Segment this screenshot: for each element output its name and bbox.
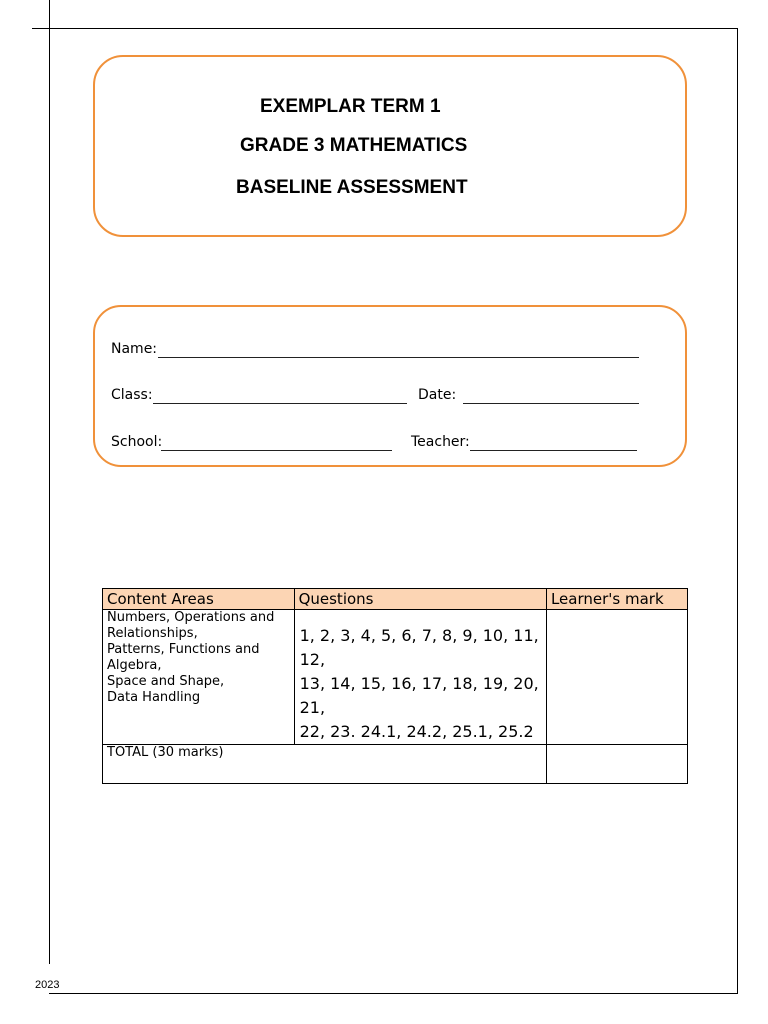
name-label: Name:	[111, 341, 158, 357]
page-border-left	[49, 0, 50, 964]
footer-year: 2023	[35, 979, 60, 991]
header-learners-mark: Learner's mark	[546, 589, 687, 610]
table-header-row	[103, 589, 688, 610]
header-content-areas: Content Areas	[103, 589, 295, 610]
class-label: Class:	[111, 387, 153, 403]
date-field[interactable]	[463, 403, 639, 404]
learner-info-box	[93, 305, 687, 467]
questions-line: 1, 2, 3, 4, 5, 6, 7, 8, 9, 10, 11, 12,	[299, 626, 539, 669]
content-area-line: Data Handling	[107, 690, 201, 705]
table-row	[103, 610, 688, 745]
questions-line: 13, 14, 15, 16, 17, 18, 19, 20, 21,	[299, 674, 539, 717]
content-area-line: Patterns, Functions and	[107, 642, 260, 657]
page-border-right	[737, 28, 738, 994]
title-line-3: BASELINE ASSESSMENT	[236, 177, 468, 198]
content-area-line: Relationships,	[107, 626, 198, 641]
name-field[interactable]	[158, 357, 639, 358]
questions-line: 22, 23. 24.1, 24.2, 25.1, 25.2	[299, 722, 534, 741]
learner-mark-cell[interactable]	[546, 610, 687, 745]
page-border-top	[32, 28, 738, 29]
date-label: Date:	[418, 387, 457, 403]
questions-cell	[294, 610, 546, 745]
total-label-cell: TOTAL (30 marks)	[103, 745, 547, 784]
class-field[interactable]	[153, 403, 407, 404]
teacher-label: Teacher:	[411, 434, 470, 450]
table-total-row	[103, 745, 688, 784]
header-questions: Questions	[294, 589, 546, 610]
marks-table	[102, 588, 688, 784]
teacher-field[interactable]	[470, 450, 637, 451]
content-area-line: Numbers, Operations and	[107, 610, 275, 625]
page-border-bottom	[49, 993, 738, 994]
school-field[interactable]	[161, 450, 392, 451]
total-mark-cell[interactable]	[546, 745, 687, 784]
content-areas-cell	[103, 610, 295, 745]
content-area-line: Algebra,	[107, 658, 162, 673]
title-line-2: GRADE 3 MATHEMATICS	[240, 135, 468, 156]
content-area-line: Space and Shape,	[107, 674, 225, 689]
school-label: School:	[111, 434, 163, 450]
title-line-1: EXEMPLAR TERM 1	[260, 96, 441, 117]
